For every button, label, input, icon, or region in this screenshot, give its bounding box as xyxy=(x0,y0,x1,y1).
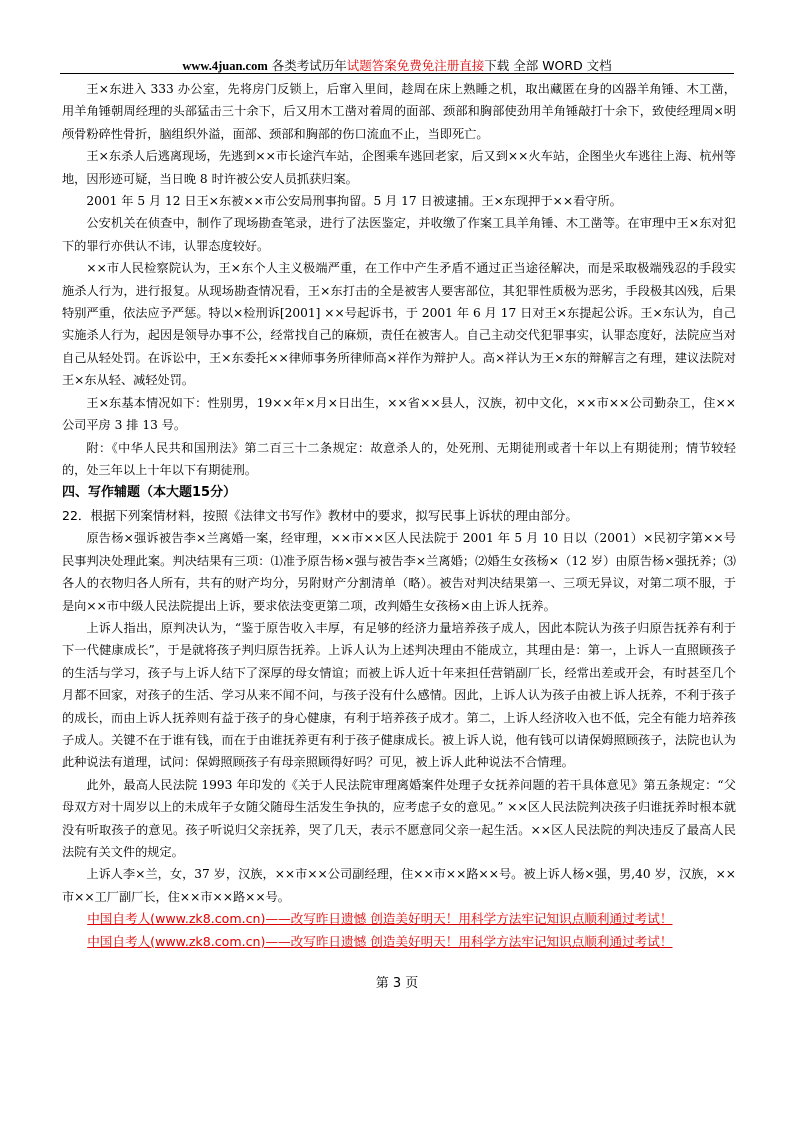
question-22: 22．根据下列案情材料，按照《法律文书写作》教材中的要求，拟写民事上诉状的理由部分。 xyxy=(62,508,578,524)
header-rule xyxy=(60,73,734,74)
case-paragraph: ××市人民检察院认为，王×东个人主义极端严重，在工作中产生矛盾不通过正当途径解决，而是采取极端残忍的手段实施杀人行为，进行报复。从现场勘查情况看，王×东打击的全是被害人要害部位，其犯罪性质极为恶劣，手段极其凶残，后果特别严重，依法应予严惩。特以×检刑诉[2001] ××号起诉书，于 2001 年 6 月 17 日对王×东提起公诉。王×东认为，自己实施杀人行为，起因是领导办事不公，经常找自己的麻烦，责任在被害人。自己主动交代犯罪事实，认罪态度好，法院应当对自己从轻处罚。在诉讼中，王×东委托××律师事务所律师高×祥作为辩护人。高×祥认为王×东的辩解言之有理，建议法院对王×东从轻、减轻处罚。 xyxy=(62,261,736,388)
ad-link-text[interactable]: 中国自考人(www.zk8.com.cn)——改写昨日遗憾 创造美好明天！用科学方法牢记知识点顺利通过考试！ xyxy=(87,933,673,949)
page-number: 第 3 页 xyxy=(375,976,419,991)
ad-link-text[interactable]: 中国自考人(www.zk8.com.cn)——改写昨日遗憾 创造美好明天！用科学方法牢记知识点顺利通过考试！ xyxy=(87,911,673,927)
header-text-1: 各类考试历年 xyxy=(271,58,347,73)
page-content xyxy=(62,78,736,953)
header-site[interactable]: www.4juan.com xyxy=(182,59,268,73)
section-title: 四、写作辅题（本大题15分） xyxy=(62,485,237,501)
case-paragraph: 王×东杀人后逃离现场，先逃到××市长途汽车站，企图乘车逃回老家，后又到××火车站，企图坐火车逃往上海、杭州等地，因形迹可疑，当日晚 8 时许被公安人员抓获归案。 xyxy=(62,149,736,186)
case-paragraph: 公安机关在侦查中，制作了现场勘查笔录，进行了法医鉴定，并收缴了作案工具羊角锤、木工凿等。在审理中王×东对犯下的罪行亦供认不讳，认罪态度较好。 xyxy=(62,216,736,253)
appeal-paragraph: 原告杨×强诉被告李×兰离婚一案，经审理，××市××区人民法院于 2001 年 5 月 10 日以（2001）×民初字第××号民事判决处理此案。判决结果有三项：⑴准予原告杨×强与被告李×兰离婚；⑵婚生女孩杨×（12 岁）由原告杨×强抚养；⑶各人的衣物归各人所有，共有的财产均分，另附财产分割清单（略）。被告对判决结果第一、三项无异议，对第二项不服，于是向××市中级人民法院提出上诉，要求依法变更第二项，改判婚生女孩杨×由上诉人抚养。 xyxy=(62,531,736,613)
case-paragraph: 王×东进入 333 办公室，先将房门反锁上，后窜入里间，趁周在床上熟睡之机，取出藏匿在身的凶器羊角锤、木工凿，用羊角锤朝周经理的头部猛击三十余下，后又用木工凿对着周的面部、颈部和胸部使劲用羊角锤敲打十余下，致使经理周×明颅骨粉碎性骨折，脑组织外溢，面部、颈部和胸部的伤口流血不止，当即死亡。 xyxy=(62,82,736,141)
appeal-paragraph: 上诉人李×兰，女，37 岁，汉族，××市××公司副经理，住××市××路××号。被上诉人杨×强，男,40 岁，汉族，××市××工厂副厂长，住××市××路××号。 xyxy=(62,867,736,904)
case-paragraph: 2001 年 5 月 12 日王×东被××市公安局刑事拘留。5 月 17 日被逮捕。王×东现押于××看守所。 xyxy=(86,194,622,209)
header-text-2: 下载 全部 WORD 文档 xyxy=(484,58,612,73)
appeal-paragraph: 上诉人指出，原判决认为，“鉴于原告收入丰厚，有足够的经济力量培养孩子成人，因此本院认为孩子归原告抚养有利于下一代健康成长”，于是就将孩子判归原告抚养。上诉人认为上述判决理由不能成立，其理由是：第一，上诉人一直照顾孩子的生活与学习，孩子与上诉人结下了深厚的母女情谊；而被上诉人近十年来担任营销副厂长，经常出差或开会，有时甚至几个月都不回家，对孩子的生活、学习从来不闻不问，与孩子没有什么感情。因此，上诉人认为孩子由被上诉人抚养，不利于孩子的成长，而由上诉人抚养则有益于孩子的身心健康，有利于培养孩子成才。第二，上诉人经济收入也不低，完全有能力培养孩子成人。关键不在于谁有钱，而在于由谁抚养更有利于孩子健康成长。被上诉人说，他有钱可以请保姆照顾孩子，法院也认为此种说法有道理，试问：保姆照顾孩子有母亲照顾得好吗？可见，被上诉人此种说法不合情理。 xyxy=(62,620,736,770)
page-header xyxy=(0,56,794,74)
case-paragraph: 王×东基本情况如下：性别男，19××年×月×日出生，××省××县人，汉族，初中文化，××市××公司勤杂工，住××公司平房 3 排 13 号。 xyxy=(62,395,736,433)
case-paragraph: 附：《中华人民共和国刑法》第二百三十二条规定：故意杀人的，处死刑、无期徒刑或者十年以上有期徒刑；情节较轻的，处三年以上十年以下有期徒刑。 xyxy=(62,440,736,477)
appeal-paragraph: 此外，最高人民法院 1993 年印发的《关于人民法院审理离婚案件处理子女抚养问题的若干具体意见》第五条规定：“父母双方对十周岁以上的未成年子女随父随母生活发生争执的，应考虑子女的意见。” ××区人民法院判决孩子归谁抚养时根本就没有听取孩子的意见。孩子听说归父亲抚养，哭了几天，表示不愿意同父亲一起生活。××区人民法院的判决违反了最高人民法院有关文件的规定。 xyxy=(62,777,736,859)
header-highlight: 试题答案免费免注册直接 xyxy=(346,58,485,73)
ad-link[interactable] xyxy=(62,908,736,930)
ad-link[interactable] xyxy=(62,931,736,953)
